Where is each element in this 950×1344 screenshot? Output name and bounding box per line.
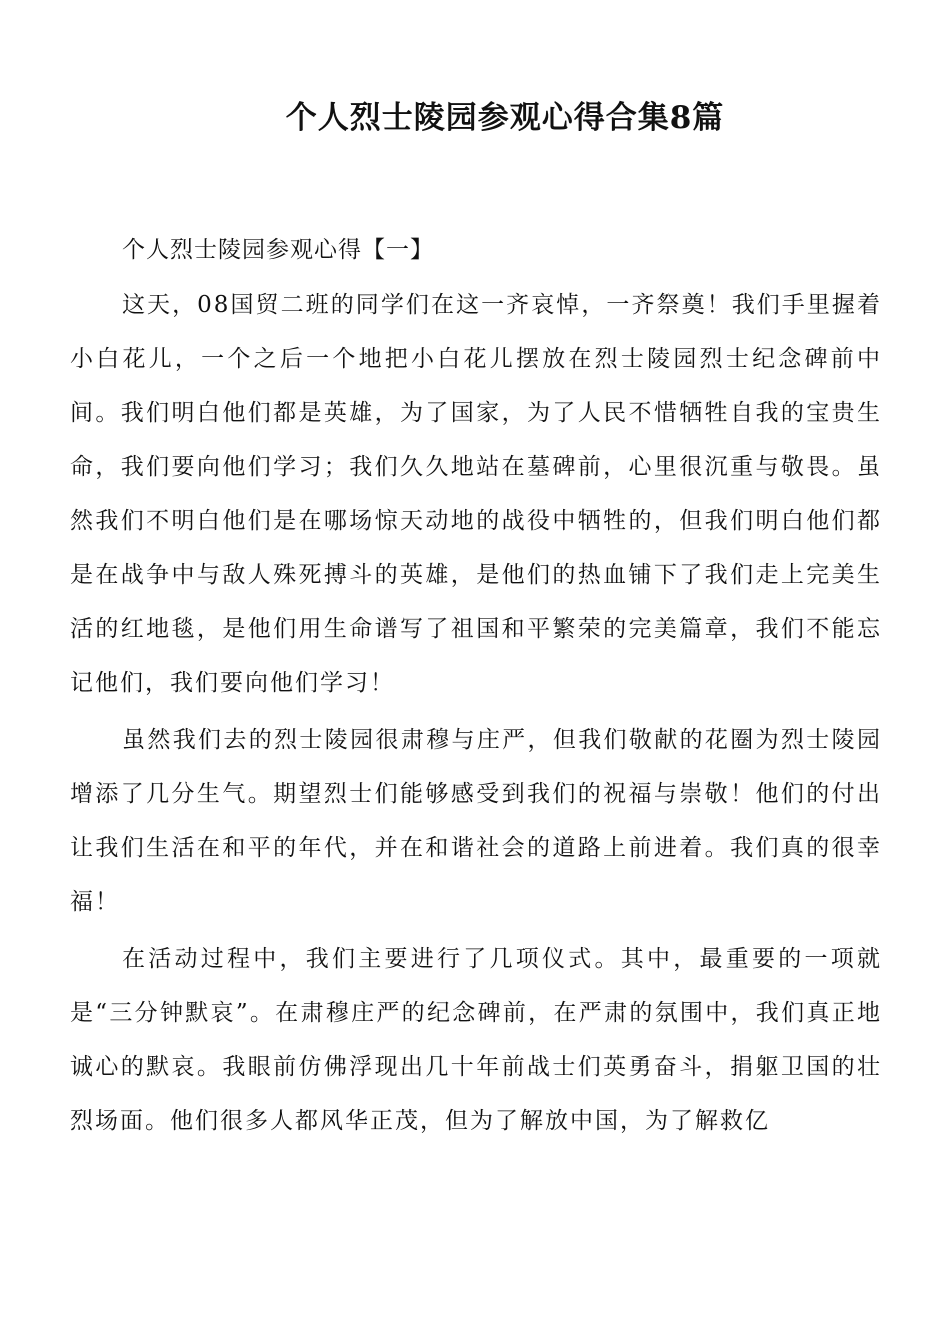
- paragraph: 这天，08国贸二班的同学们在这一齐哀悼，一齐祭奠！我们手里握着小白花儿，一个之后一个地把小白花儿摆放在烈士陵园烈士纪念碑前中间。我们明白他们都是英雄，为了国家，为了人民不惜牺牲自我的宝贵生命，我们要向他们学习；我们久久地站在墓碑前，心里很沉重与敬畏。虽然我们不明白他们是在哪场惊天动地的战役中牺牲的，但我们明白他们都是在战争中与敌人殊死搏斗的英雄，是他们的热血铺下了我们走上完美生活的红地毯，是他们用生命谱写了祖国和平繁荣的完美篇章，我们不能忘记他们，我们要向他们学习！: [70, 292, 882, 696]
- paragraph: 虽然我们去的烈士陵园很肃穆与庄严，但我们敬献的花圈为烈士陵园增添了几分生气。期望烈士们能够感受到我们的祝福与崇敬！他们的付出让我们生活在和平的年代，并在和谐社会的道路上前进着。我们真的很幸福！: [70, 727, 882, 915]
- document-body: [70, 225, 882, 1151]
- section-heading: 个人烈士陵园参观心得【一】: [122, 237, 434, 263]
- paragraph: 在活动过程中，我们主要进行了几项仪式。其中，最重要的一项就是“三分钟默哀”。在肃穆庄严的纪念碑前，在严肃的氛围中，我们真正地诚心的默哀。我眼前仿佛浮现出几十年前战士们英勇奋斗，捐躯卫国的壮烈场面。他们很多人都风华正茂，但为了解放中国，为了解救亿: [70, 946, 882, 1134]
- document-title: 个人烈士陵园参观心得合集8篇: [285, 100, 725, 136]
